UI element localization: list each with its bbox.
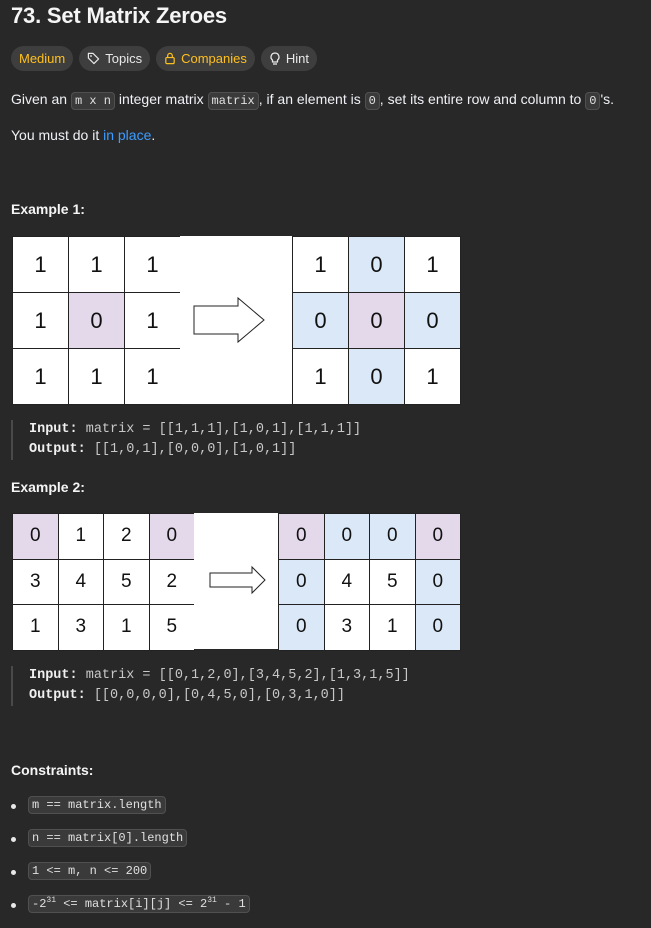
example-1-input-matrix [12,236,181,405]
right-arrow-icon [180,236,292,404]
matrix-cell: 0 [349,237,405,293]
example-2-code: Input: matrix = [[0,1,2,0],[3,4,5,2],[1,3,1,5]] Output: [[0,0,0,0],[0,4,5,0],[0,3,1,0]] [11,666,410,706]
description-paragraph: Given an m x n integer matrix matrix , if an element is 0 , set its entire row and column to 0 's. [11,91,614,108]
matrix-cell: 1 [13,605,59,651]
matrix-cell: 0 [293,293,349,349]
matrix-cell: 1 [69,237,125,293]
list-item: $-2^{31}$ <= matrix[i][j] <= $2^{31} - 1$ [11,895,250,928]
matrix-cell: 5 [370,560,416,606]
matrix-cell: 0 [69,293,125,349]
matrix-cell: 3 [59,605,105,651]
tag-row [11,46,317,71]
companies-button[interactable] [156,46,255,71]
matrix-cell: 1 [370,605,416,651]
example-2-heading: Example 2: [11,479,85,495]
matrix-cell: 4 [325,560,371,606]
inline-code: 0 [585,92,600,110]
hint-label: Hint [285,51,309,66]
in-place-link[interactable]: in place [103,127,152,143]
matrix-cell: 3 [13,560,59,606]
hint-button[interactable] [261,46,317,71]
matrix-cell: 0 [325,514,371,560]
matrix-cell: 0 [349,293,405,349]
matrix-cell: 1 [104,605,150,651]
matrix-cell: 0 [279,560,325,606]
matrix-cell: 0 [279,514,325,560]
matrix-cell: 1 [13,237,69,293]
matrix-cell: 2 [104,514,150,560]
example-2-output-matrix [278,513,461,651]
matrix-cell: 1 [125,349,181,405]
matrix-cell: 1 [125,237,181,293]
matrix-cell: 0 [416,514,462,560]
constraints-list [11,796,250,928]
tag-icon [87,52,100,65]
example-1-heading: Example 1: [11,201,85,217]
page-title: 73. Set Matrix Zeroes [11,3,227,28]
example-1-output-matrix [292,236,461,405]
matrix-cell: 0 [279,605,325,651]
description-paragraph-2: You must do it in place. [11,127,156,143]
matrix-cell: 0 [416,605,462,651]
matrix-cell: 1 [125,293,181,349]
example-1-code: Input: matrix = [[1,1,1],[1,0,1],[1,1,1]] Output: [[1,0,1],[0,0,0],[1,0,1]] [11,420,361,460]
topics-button[interactable] [79,46,150,71]
matrix-cell: 0 [370,514,416,560]
arrow-panel [194,513,278,649]
list-item: 1 <= m, n <= 200 [11,862,250,895]
matrix-cell: 1 [13,349,69,405]
topics-label: Topics [105,51,143,66]
matrix-cell: 1 [293,237,349,293]
matrix-cell: 1 [405,349,461,405]
inline-code: matrix [208,92,259,110]
matrix-cell: 5 [150,605,196,651]
matrix-cell: 1 [405,237,461,293]
lightbulb-icon [269,52,281,66]
companies-label: Companies [181,51,247,66]
difficulty-badge[interactable]: Medium [11,46,73,71]
arrow-panel [180,236,292,404]
inline-code: m x n [71,92,115,110]
lock-icon [164,52,176,65]
list-item: n == matrix[0].length [11,829,250,862]
matrix-cell: 0 [150,514,196,560]
list-item: m == matrix.length [11,796,250,829]
matrix-cell: 0 [349,349,405,405]
matrix-cell: 0 [416,560,462,606]
matrix-cell: 2 [150,560,196,606]
matrix-cell: 1 [293,349,349,405]
matrix-cell: 4 [59,560,105,606]
matrix-cell: 1 [69,349,125,405]
matrix-cell: 0 [405,293,461,349]
matrix-cell: 5 [104,560,150,606]
matrix-cell: 0 [13,514,59,560]
matrix-cell: 1 [13,293,69,349]
constraints-heading: Constraints: [11,762,94,778]
matrix-cell: 1 [59,514,105,560]
matrix-cell: 3 [325,605,371,651]
example-2-input-matrix [12,513,195,651]
inline-code: 0 [365,92,380,110]
right-arrow-icon [194,513,278,649]
